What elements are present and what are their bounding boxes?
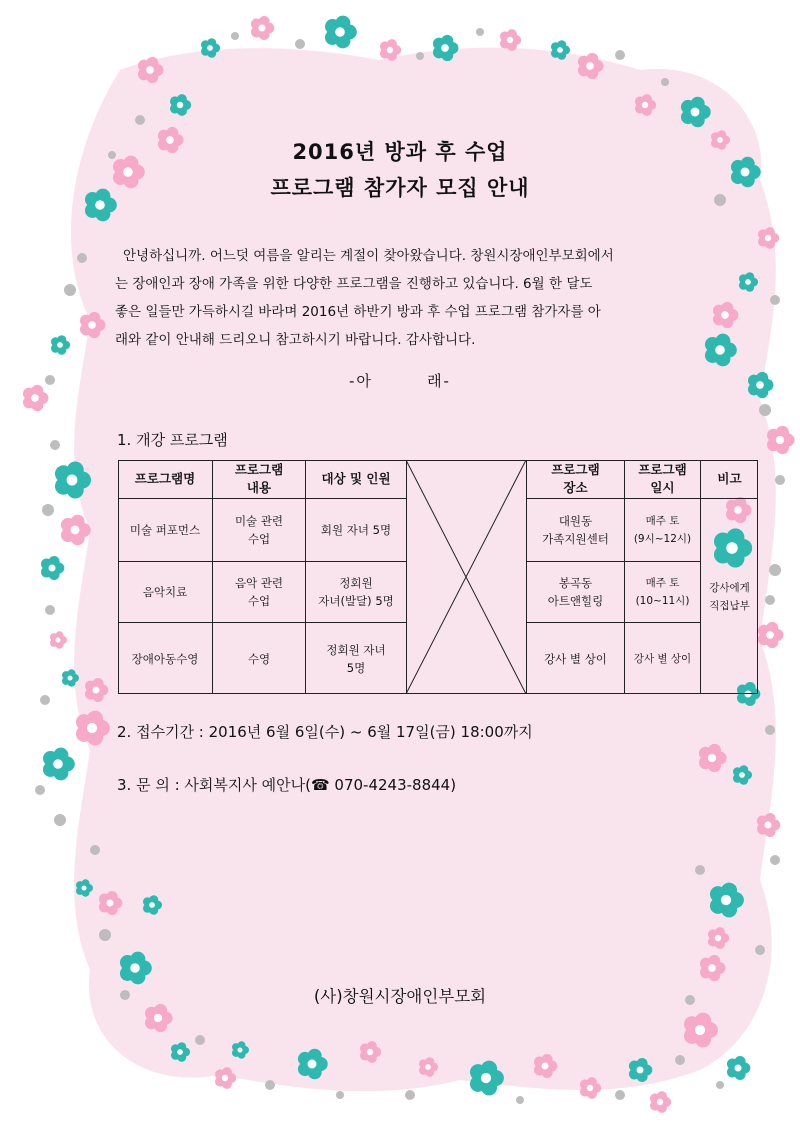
intro-line-4: 래와 같이 안내해 드리오니 참고하시기 바랍니다. 감사합니다. (115, 332, 476, 348)
intro-line-2: 는 장애인과 장애 가족을 위한 다양한 프로그램을 진행하고 있습니다. 6월 한 달도 (115, 276, 593, 292)
section-2-label: 2. 접수기간 : 2016년 6월 6일(수) ~ 6월 17일(금) 18:00까지 (117, 723, 533, 741)
dot-ornament (265, 1080, 275, 1090)
header-note: 비고 (717, 471, 742, 486)
dot-ornament (716, 1081, 724, 1089)
intro-paragraph (115, 242, 690, 354)
row3-time: 강사 별 상이 (633, 652, 692, 665)
dot-ornament (661, 78, 669, 86)
section-1-label: 1. 개강 프로그램 (117, 431, 228, 449)
dot-ornament (195, 1035, 205, 1045)
dot-ornament (516, 1096, 524, 1104)
row3-place: 강사 별 상이 (544, 651, 607, 666)
dot-ornament (231, 32, 239, 40)
dot-ornament (40, 695, 50, 705)
flower-icon (251, 16, 274, 40)
flower-icon (50, 631, 67, 648)
dot-ornament (90, 845, 100, 855)
title-line-1: 2016년 방과 후 수업 (292, 140, 508, 164)
flower-icon (727, 1056, 750, 1080)
dot-ornament (336, 1091, 344, 1099)
dot-ornament (64, 284, 76, 296)
notice-heading: -아 래- (349, 372, 451, 390)
header-program-name: 프로그램명 (134, 471, 196, 486)
dot-ornament (476, 28, 484, 36)
header-target: 대상 및 인원 (321, 471, 391, 486)
dot-ornament (54, 814, 66, 826)
row1-name: 미술 퍼포먼스 (129, 523, 201, 537)
row2-place: 봉곡동 아트앤힐링 (547, 576, 604, 608)
section-3-label: 3. 문 의 : 사회복지사 예안나(☎ 070-4243-8844) (117, 776, 457, 794)
row1-place: 대원동 가족지원센터 (542, 514, 609, 546)
dot-ornament (35, 785, 45, 795)
row3-content: 수영 (247, 651, 271, 666)
dot-ornament (615, 1090, 625, 1100)
dot-ornament (135, 115, 145, 125)
note-merged-cell: 강사에게 직접납부 (709, 581, 750, 612)
dot-ornament (45, 605, 55, 615)
dot-ornament (615, 50, 625, 60)
row1-time: 매주 토 (9시~12시) (633, 515, 692, 545)
dot-ornament (775, 475, 785, 485)
header-program-content: 프로그램 내용 (234, 462, 284, 495)
dot-ornament (77, 253, 87, 263)
row3-target: 정회원 자녀 5명 (326, 642, 386, 675)
dot-ornament (99, 929, 111, 941)
dot-ornament (42, 504, 54, 516)
flower-icon (51, 335, 70, 355)
flower-icon (767, 426, 795, 454)
header-time: 프로그램 일시 (638, 462, 687, 495)
row1-content: 미술 관련 수업 (234, 514, 284, 546)
row2-time: 매주 토 (10~11시) (635, 577, 690, 607)
row2-content: 음악 관련 수업 (234, 576, 284, 608)
dot-ornament (405, 1090, 415, 1100)
flower-icon (43, 748, 75, 781)
title-line-2: 프로그램 참가자 모집 안내 (270, 176, 530, 200)
dot-ornament (50, 440, 60, 450)
dot-ornament (695, 865, 705, 875)
flower-icon (650, 1091, 671, 1113)
flower-icon (500, 29, 521, 51)
flower-icon (757, 813, 780, 837)
row3-name: 장애아동수영 (131, 651, 199, 666)
header-place: 프로그램 장소 (551, 462, 600, 495)
dot-ornament (675, 1055, 685, 1065)
row1-target: 회원 자녀 5명 (320, 523, 392, 537)
row2-target: 정회원 자녀(발달) 5명 (318, 576, 394, 608)
dot-ornament (755, 945, 765, 955)
dot-ornament (759, 404, 771, 416)
dot-ornament (765, 725, 775, 735)
intro-line-3: 좋은 일들만 가득하시길 바라며 2016년 하반기 방과 후 수업 프로그램 참가자를 아 (115, 304, 601, 320)
organization-name: (사)창원시장애인부모회 (313, 987, 487, 1006)
dot-ornament (770, 295, 780, 305)
flower-icon (758, 622, 783, 648)
flower-icon (758, 227, 779, 249)
intro-line-1: 안녕하십니까. 어느덧 여름을 알리는 계절이 찾아왔습니다. 창원시장애인부모회에서 (123, 248, 614, 264)
row2-name: 음악치료 (142, 585, 188, 599)
dot-ornament (770, 855, 780, 865)
flower-icon (325, 16, 357, 49)
dot-ornament (416, 52, 424, 60)
program-table (118, 460, 758, 694)
flower-icon (41, 556, 64, 580)
dot-ornament (765, 595, 775, 605)
dot-ornament (295, 39, 305, 49)
dot-ornament (769, 564, 781, 576)
